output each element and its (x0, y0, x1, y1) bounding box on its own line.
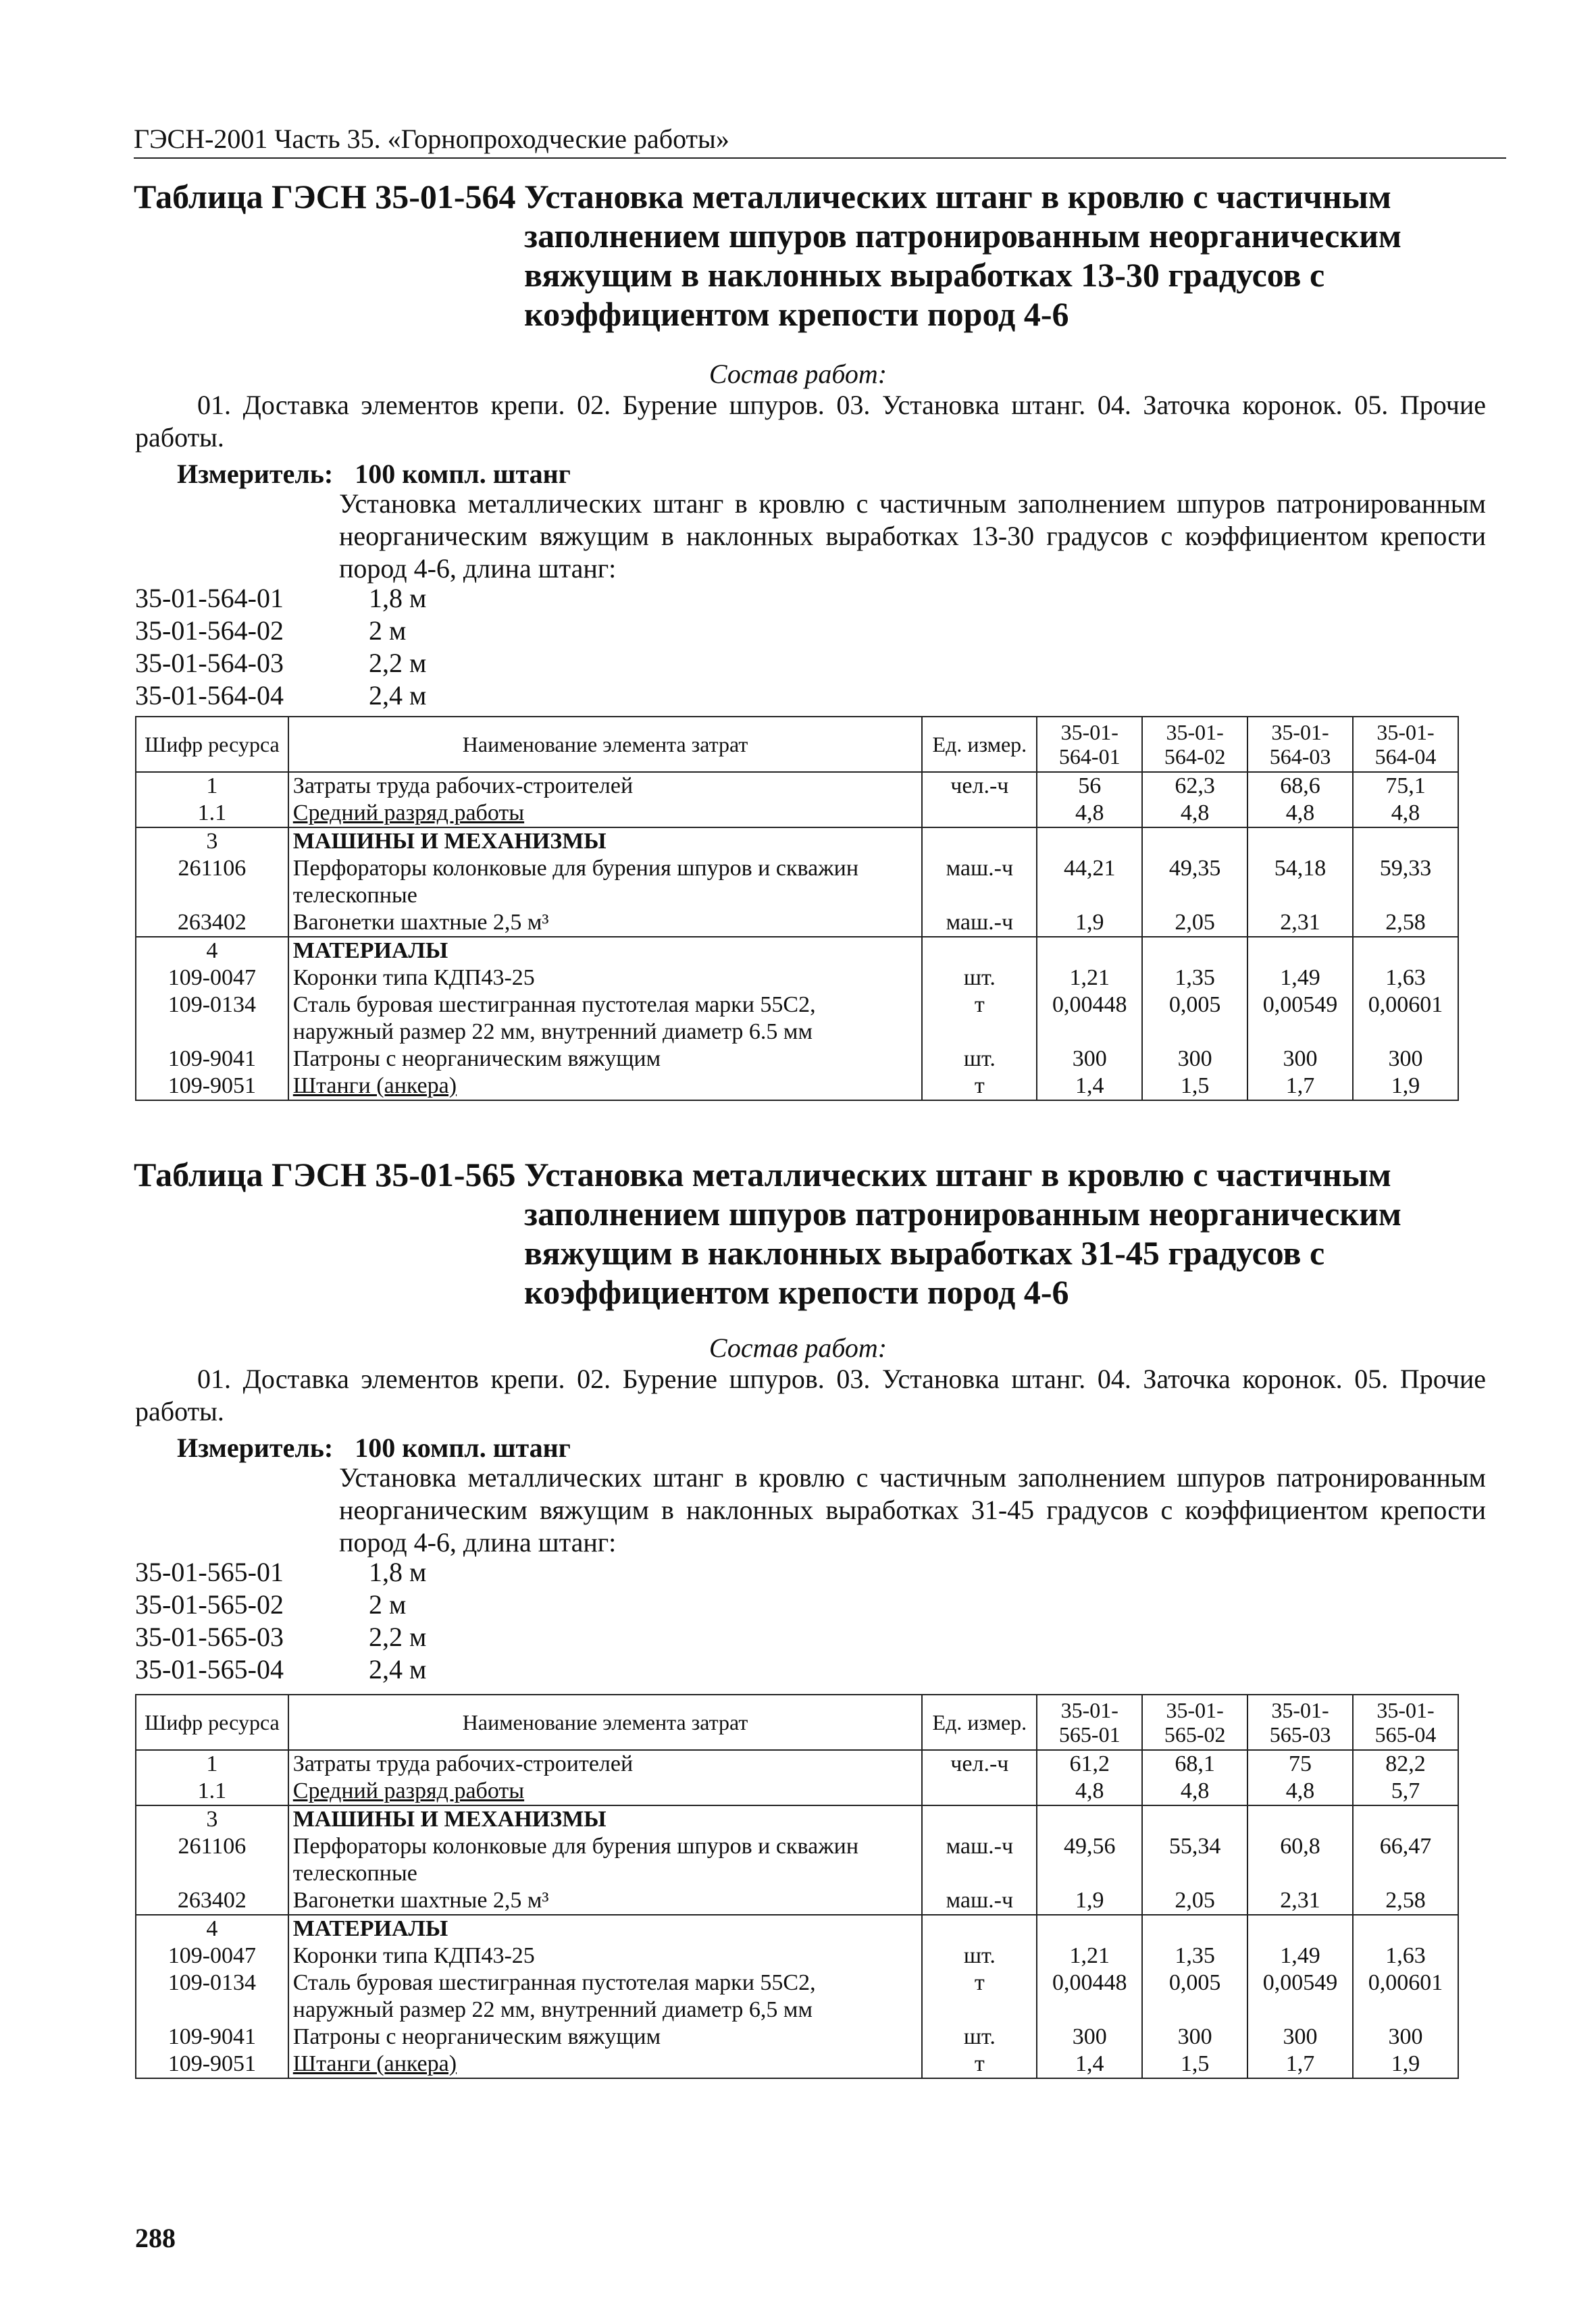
cell-value: 2,31 (1247, 909, 1353, 937)
column-header: 35-01-564-02 (1142, 717, 1247, 772)
cell-value: 1,5 (1142, 2051, 1247, 2078)
cell-code: 109-0047 (136, 1943, 288, 1970)
cell-value: 1,35 (1142, 965, 1247, 992)
table-row (136, 2024, 1458, 2051)
table-row (136, 1970, 1458, 2024)
cell-value: 1,9 (1353, 1073, 1458, 1100)
cell-code: 4 (136, 1915, 288, 1943)
cell-value: 0,00448 (1037, 992, 1142, 1046)
variant-code: 35-01-565-04 (135, 1654, 284, 1685)
cell-unit: шт. (922, 2024, 1037, 2051)
cell-unit: т (922, 1970, 1037, 2024)
resource-table (135, 1694, 1459, 2079)
variant-code: 35-01-564-04 (135, 680, 284, 711)
work-composition-text: 01. Доставка элементов крепи. 02. Бурение шпуров. 03. Установка штанг. 04. Заточка коронок. 05. Прочие работы. (135, 1364, 1486, 1426)
cell-value: 1,63 (1353, 1943, 1458, 1970)
variant-row (135, 582, 426, 615)
meter-line (177, 1432, 571, 1464)
cell-code: 261106 (136, 1833, 288, 1887)
cell-code: 3 (136, 827, 288, 855)
column-header: 35-01-565-02 (1142, 1695, 1247, 1750)
cell-value: 0,00601 (1353, 992, 1458, 1046)
work-composition-text: 01. Доставка элементов крепи. 02. Бурение шпуров. 03. Установка штанг. 04. Заточка коронок. 05. Прочие работы. (135, 390, 1486, 453)
table-group-row (136, 1915, 1458, 1943)
cell-value: 68,6 (1247, 772, 1353, 800)
column-header: 35-01-565-01 (1037, 1695, 1142, 1750)
table-header-row (136, 717, 1458, 772)
table-row (136, 992, 1458, 1046)
running-header: ГЭСН-2001 Часть 35. «Горнопроходческие работы» (134, 123, 1506, 159)
cell-value: 1,9 (1037, 909, 1142, 937)
cell-unit: чел.-ч (922, 1750, 1037, 1778)
variant-row (135, 647, 426, 679)
cell-value: 0,00549 (1247, 1970, 1353, 2024)
cell-value: 1,63 (1353, 965, 1458, 992)
cell-unit: шт. (922, 1046, 1037, 1073)
group-heading: МАТЕРИАЛЫ (288, 1915, 923, 1943)
table-row (136, 1833, 1458, 1887)
cell-value (1142, 937, 1247, 965)
cell-name: Патроны с неорганическим вяжущим (288, 2024, 923, 2051)
cell-unit: шт. (922, 1943, 1037, 1970)
table-row (136, 1046, 1458, 1073)
cell-value: 300 (1247, 2024, 1353, 2051)
cell-value: 75,1 (1353, 772, 1458, 800)
variant-code: 35-01-564-03 (135, 648, 284, 678)
cell-code: 109-9051 (136, 1073, 288, 1100)
table-title-text: Установка металлических штанг в кровлю с частичным заполнением шпуров патронированным неорганическим вяжущим в наклонных выработках 31-45 градусов с коэффициентом крепости пород 4-6 (524, 1156, 1401, 1311)
cell-name: Перфораторы колонковые для бурения шпуров и скважин телескопные (288, 1833, 923, 1887)
meter-line (177, 458, 571, 490)
cell-value (1037, 937, 1142, 965)
cell-name: Штанги (анкера) (288, 2051, 923, 2078)
variant-length: 2,4 м (369, 680, 427, 711)
cell-unit: маш.-ч (922, 1833, 1037, 1887)
cell-value: 60,8 (1247, 1833, 1353, 1887)
cell-name: Коронки типа КДП43-25 (288, 1943, 923, 1970)
cell-value: 4,8 (1037, 1778, 1142, 1805)
cell-code: 109-9041 (136, 2024, 288, 2051)
variant-list (135, 1556, 426, 1686)
variant-length: 2 м (369, 615, 407, 646)
table-row (136, 2051, 1458, 2078)
column-header: Наименование элемента затрат (288, 1695, 923, 1750)
table-row (136, 772, 1458, 800)
column-header: 35-01-565-04 (1353, 1695, 1458, 1750)
variant-row (135, 615, 426, 647)
cell-name: Вагонетки шахтные 2,5 м³ (288, 1887, 923, 1915)
cell-value: 4,8 (1142, 800, 1247, 827)
cell-code: 263402 (136, 909, 288, 937)
cell-value: 2,05 (1142, 909, 1247, 937)
cell-value (1353, 937, 1458, 965)
cell-value: 1,21 (1037, 1943, 1142, 1970)
cell-value (1037, 827, 1142, 855)
cell-value: 59,33 (1353, 855, 1458, 909)
table-group-row (136, 1805, 1458, 1833)
cell-unit (922, 1805, 1037, 1833)
meter-value: 100 компл. штанг (355, 459, 571, 489)
cell-value: 49,56 (1037, 1833, 1142, 1887)
cell-value (1142, 827, 1247, 855)
cell-value: 75 (1247, 1750, 1353, 1778)
cell-value: 55,34 (1142, 1833, 1247, 1887)
cell-value: 4,8 (1247, 1778, 1353, 1805)
cell-name: Перфораторы колонковые для бурения шпуров и скважин телескопные (288, 855, 923, 909)
column-header: Шифр ресурса (136, 717, 288, 772)
cell-unit: чел.-ч (922, 772, 1037, 800)
cell-value: 1,4 (1037, 1073, 1142, 1100)
cell-value (1353, 827, 1458, 855)
cell-value: 300 (1142, 1046, 1247, 1073)
cell-value: 4,8 (1247, 800, 1353, 827)
column-header: Ед. измер. (922, 1695, 1037, 1750)
table-title-text: Установка металлических штанг в кровлю с частичным заполнением шпуров патронированным неорганическим вяжущим в наклонных выработках 13-30 градусов с коэффициентом крепости пород 4-6 (524, 178, 1401, 333)
variant-row (135, 1653, 426, 1686)
cell-unit (922, 937, 1037, 965)
cell-name: Штанги (анкера) (288, 1073, 923, 1100)
group-heading: МАШИНЫ И МЕХАНИЗМЫ (288, 1805, 923, 1833)
cell-value: 1,9 (1353, 2051, 1458, 2078)
description-text: Установка металлических штанг в кровлю с частичным заполнением шпуров патронированным неорганическим вяжущим в наклонных выработках 31-45 градусов с коэффициентом крепости пород 4-6, длина штанг: (339, 1462, 1486, 1558)
cell-code: 263402 (136, 1887, 288, 1915)
cell-value (1247, 1915, 1353, 1943)
cell-value: 300 (1353, 1046, 1458, 1073)
cell-value (1247, 827, 1353, 855)
cell-name: Патроны с неорганическим вяжущим (288, 1046, 923, 1073)
variant-row (135, 1621, 426, 1653)
resource-table (135, 716, 1459, 1101)
variant-code: 35-01-564-02 (135, 615, 284, 646)
cell-value: 2,31 (1247, 1887, 1353, 1915)
table-row (136, 1943, 1458, 1970)
cell-code: 109-0047 (136, 965, 288, 992)
cell-value: 82,2 (1353, 1750, 1458, 1778)
cell-unit: т (922, 2051, 1037, 2078)
column-header: 35-01-564-04 (1353, 717, 1458, 772)
cell-code: 4 (136, 937, 288, 965)
cell-value (1142, 1805, 1247, 1833)
cell-unit: маш.-ч (922, 855, 1037, 909)
cell-unit: т (922, 1073, 1037, 1100)
cell-code: 1.1 (136, 1778, 288, 1805)
cell-code: 109-0134 (136, 1970, 288, 2024)
cell-value: 2,58 (1353, 909, 1458, 937)
cell-value: 300 (1037, 2024, 1142, 2051)
cell-name: Затраты труда рабочих-строителей (288, 772, 923, 800)
variant-length: 2,2 м (369, 648, 427, 678)
cell-value: 300 (1037, 1046, 1142, 1073)
description-text: Установка металлических штанг в кровлю с частичным заполнением шпуров патронированным неорганическим вяжущим в наклонных выработках 13-30 градусов с коэффициентом крепости пород 4-6, длина штанг: (339, 488, 1486, 584)
page-number: 288 (135, 2223, 176, 2253)
cell-value: 1,35 (1142, 1943, 1247, 1970)
cell-code: 3 (136, 1805, 288, 1833)
cell-code: 1.1 (136, 800, 288, 827)
cell-unit: т (922, 992, 1037, 1046)
variant-row (135, 1589, 426, 1621)
cell-value (1037, 1805, 1142, 1833)
cell-value: 1,5 (1142, 1073, 1247, 1100)
cell-value (1247, 1805, 1353, 1833)
cell-name: Затраты труда рабочих-строителей (288, 1750, 923, 1778)
cell-value: 49,35 (1142, 855, 1247, 909)
meter-value: 100 компл. штанг (355, 1433, 571, 1463)
cell-value: 0,00448 (1037, 1970, 1142, 2024)
cell-unit (922, 1915, 1037, 1943)
table-row (136, 909, 1458, 937)
group-heading: МАТЕРИАЛЫ (288, 937, 923, 965)
variant-row (135, 1556, 426, 1589)
column-header: 35-01-564-01 (1037, 717, 1142, 772)
cell-code: 1 (136, 772, 288, 800)
table-row (136, 1778, 1458, 1805)
table-row (136, 855, 1458, 909)
cell-value: 61,2 (1037, 1750, 1142, 1778)
cell-value: 56 (1037, 772, 1142, 800)
table-row (136, 1073, 1458, 1100)
variant-row (135, 679, 426, 712)
column-header: Наименование элемента затрат (288, 717, 923, 772)
cell-unit: шт. (922, 965, 1037, 992)
cell-name: Средний разряд работы (288, 1778, 923, 1805)
table-row (136, 1887, 1458, 1915)
cell-name: Сталь буровая шестигранная пустотелая марки 55С2, наружный размер 22 мм, внутренний диаметр 6.5 мм (288, 992, 923, 1046)
work-composition-label: Состав работ: (709, 1333, 887, 1363)
variant-length: 2,2 м (369, 1622, 427, 1652)
cell-code: 109-0134 (136, 992, 288, 1046)
work-composition-label: Состав работ: (709, 359, 887, 389)
cell-unit (922, 1778, 1037, 1805)
cell-value: 1,7 (1247, 1073, 1353, 1100)
cell-value: 1,4 (1037, 2051, 1142, 2078)
cell-unit (922, 800, 1037, 827)
cell-value (1353, 1915, 1458, 1943)
group-heading: МАШИНЫ И МЕХАНИЗМЫ (288, 827, 923, 855)
variant-length: 1,8 м (369, 583, 427, 613)
column-header: Ед. измер. (922, 717, 1037, 772)
variant-list (135, 582, 426, 712)
table-row (136, 1750, 1458, 1778)
cell-value: 4,8 (1142, 1778, 1247, 1805)
cell-unit: маш.-ч (922, 1887, 1037, 1915)
cell-value: 0,005 (1142, 992, 1247, 1046)
cell-value: 300 (1353, 2024, 1458, 2051)
cell-value (1247, 937, 1353, 965)
variant-length: 1,8 м (369, 1557, 427, 1587)
cell-code: 1 (136, 1750, 288, 1778)
cell-value: 66,47 (1353, 1833, 1458, 1887)
cell-value (1142, 1915, 1247, 1943)
cell-value: 300 (1247, 1046, 1353, 1073)
variant-code: 35-01-565-02 (135, 1589, 284, 1620)
cell-value: 1,49 (1247, 1943, 1353, 1970)
cell-value: 2,05 (1142, 1887, 1247, 1915)
cell-value: 62,3 (1142, 772, 1247, 800)
cell-value: 4,8 (1037, 800, 1142, 827)
table-code: Таблица ГЭСН 35-01-564 (134, 178, 516, 215)
column-header: Шифр ресурса (136, 1695, 288, 1750)
cell-value: 1,9 (1037, 1887, 1142, 1915)
cell-value: 44,21 (1037, 855, 1142, 909)
cell-name: Средний разряд работы (288, 800, 923, 827)
table-group-row (136, 937, 1458, 965)
cell-value: 54,18 (1247, 855, 1353, 909)
cell-code: 109-9041 (136, 1046, 288, 1073)
cell-unit: маш.-ч (922, 909, 1037, 937)
cell-value (1037, 1915, 1142, 1943)
cell-code: 109-9051 (136, 2051, 288, 2078)
cell-value: 1,49 (1247, 965, 1353, 992)
cell-value: 68,1 (1142, 1750, 1247, 1778)
table-code: Таблица ГЭСН 35-01-565 (134, 1156, 516, 1193)
variant-code: 35-01-564-01 (135, 583, 284, 613)
meter-label: Измеритель: (177, 459, 334, 489)
cell-name: Сталь буровая шестигранная пустотелая марки 55С2, наружный размер 22 мм, внутренний диаметр 6,5 мм (288, 1970, 923, 2024)
cell-name: Вагонетки шахтные 2,5 м³ (288, 909, 923, 937)
cell-value: 5,7 (1353, 1778, 1458, 1805)
cell-unit (922, 827, 1037, 855)
cell-value: 4,8 (1353, 800, 1458, 827)
cell-code: 261106 (136, 855, 288, 909)
table-row (136, 800, 1458, 827)
cell-value (1353, 1805, 1458, 1833)
variant-length: 2 м (369, 1589, 407, 1620)
variant-code: 35-01-565-03 (135, 1622, 284, 1652)
cell-value: 1,21 (1037, 965, 1142, 992)
cell-name: Коронки типа КДП43-25 (288, 965, 923, 992)
column-header: 35-01-565-03 (1247, 1695, 1353, 1750)
cell-value: 0,00601 (1353, 1970, 1458, 2024)
meter-label: Измеритель: (177, 1433, 334, 1463)
table-group-row (136, 827, 1458, 855)
column-header: 35-01-564-03 (1247, 717, 1353, 772)
cell-value: 1,7 (1247, 2051, 1353, 2078)
cell-value: 2,58 (1353, 1887, 1458, 1915)
variant-length: 2,4 м (369, 1654, 427, 1685)
cell-value: 0,005 (1142, 1970, 1247, 2024)
table-header-row (136, 1695, 1458, 1750)
cell-value: 0,00549 (1247, 992, 1353, 1046)
cell-value: 300 (1142, 2024, 1247, 2051)
variant-code: 35-01-565-01 (135, 1557, 284, 1587)
table-row (136, 965, 1458, 992)
